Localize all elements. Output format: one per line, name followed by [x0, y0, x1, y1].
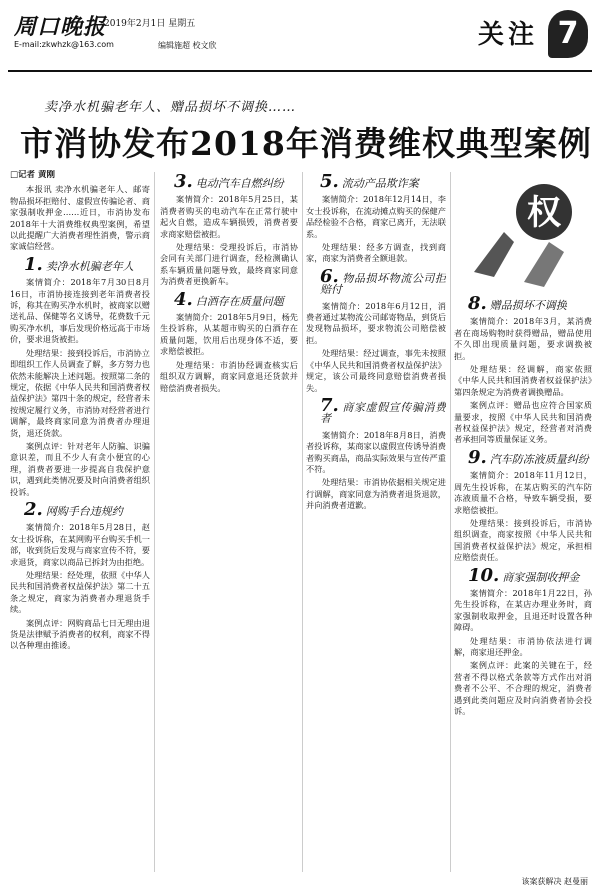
case-paragraph: 案情简介：2018年7月30日8月16日，市消协接连接到老年消费者投诉，称其在购买净水机时，被商家以赠送礼品、保健等名义诱导，花费数千元购买净水机，事后发现价格远高于市场价，要求退货被拒。 — [10, 277, 150, 345]
column-divider — [302, 172, 303, 872]
case-heading — [24, 253, 150, 275]
article-kicker: 卖净水机骗老年人、赠品损坏不调换…… — [44, 100, 297, 115]
case-heading — [24, 498, 150, 520]
case-paragraph: 案情简介：2018年5月9日，杨先生投诉称，从某超市购买的白酒存在质量问题，饮用后出现身体不适，要求赔偿被拒。 — [160, 312, 298, 357]
case-number: 5. — [320, 171, 339, 192]
case-paragraph: 案情简介：2018年5月25日，某消费者购买的电动汽车在正常行驶中起火自燃，造成车辆损毁，消费者要求商家赔偿被拒。 — [160, 194, 298, 239]
case-number: 4. — [174, 288, 193, 310]
case-paragraph: 案例点评：赠品也应符合国家质量要求，按照《中华人民共和国消费者权益保护法》规定，经营者对消费者承担同等质量保证义务。 — [454, 400, 592, 445]
column-divider — [450, 172, 451, 872]
case-title: 白酒存在质量问题 — [195, 294, 284, 308]
case-paragraph: 处理结果：经调解，商家依照《中华人民共和国消费者权益保护法》第四条规定为消费者调换赠品。 — [454, 364, 592, 397]
illustration-hands-icon — [454, 172, 588, 292]
editors-line: 编辑施超 校文欣 — [158, 41, 217, 50]
case-title: 物品损坏物流公司拒赔付 — [320, 271, 446, 297]
case-title: 赠品损坏不调换 — [489, 299, 567, 312]
masthead — [8, 6, 592, 72]
date-line: 2019年2月1日 星期五 — [104, 19, 196, 29]
case-paragraph: 处理结果：接到投诉后，市消协组织调查，商家按照《中华人民共和国消费者权益保护法》规定，承担相应赔偿责任。 — [454, 517, 592, 563]
article-column-1 — [10, 170, 150, 875]
case-heading — [468, 446, 592, 468]
case-paragraph: 处理结果：市消协经调查核实后组织双方调解，商家同意退还货款并赔偿消费者损失。 — [160, 359, 298, 393]
case-heading — [468, 293, 592, 314]
case-title: 网购手台违规约 — [45, 504, 123, 518]
case-paragraph: 案情简介：2018年12月14日，李女士投诉称，在流动摊点购买的保健产品经检验不合格，商家已离开，无法联系。 — [306, 194, 446, 239]
case-paragraph: 案情简介：2018年1月22日，孙先生投诉称，在某店办理业务时，商家强制收取押金，且退还时设置各种障碍。 — [454, 587, 592, 633]
case-number: 6. — [320, 265, 339, 287]
case-number: 1. — [24, 253, 43, 275]
case-paragraph: 案情简介：2018年8月8日，消费者投诉称，某商家以虚假宣传诱导消费者购买商品，商品实际效果与宣传严重不符。 — [306, 429, 446, 474]
case-heading — [468, 564, 592, 586]
case-title: 汽车防冻液质量纠纷 — [489, 452, 589, 466]
case-heading — [174, 288, 298, 310]
section-title: 关注 — [477, 20, 538, 50]
case-number: 7. — [320, 394, 339, 416]
article-headline: 市消协发布2018年消费维权典型案例 — [20, 124, 592, 163]
case-title: 卖净水机骗老年人 — [45, 259, 134, 273]
case-heading — [320, 265, 446, 297]
case-paragraph: 处理结果：受理投诉后，市消协会同有关部门进行调查，经检测确认系车辆质量问题导致，最终商家同意为消费者更换新车。 — [160, 242, 298, 287]
case-title: 商家虚假宣传骗消费者 — [320, 400, 446, 426]
case-title: 商家强制收押金 — [502, 570, 580, 584]
case-paragraph: 案情简介：2018年6月12日，消费者通过某物流公司邮寄物品，到货后发现物品损坏，要求物流公司赔偿被拒。 — [306, 300, 446, 345]
page-number-badge: 7 — [548, 10, 588, 58]
case-title: 流动产品欺诈案 — [341, 177, 419, 190]
case-title: 电动汽车自燃纠纷 — [195, 177, 284, 190]
case-paragraph: 处理结果：市消协依法进行调解，商家退还押金。 — [454, 635, 592, 657]
case-paragraph: 处理结果：经处理，依照《中华人民共和国消费者权益保护法》第二十五条之规定，商家为消费者办理退货手续。 — [10, 570, 150, 615]
case-heading — [320, 171, 446, 192]
case-paragraph: 案情简介：2018年3月，某消费者在商场购物时获得赠品，赠品使用不久即出现质量问题，要求调换被拒。 — [454, 316, 592, 361]
case-number: 8. — [468, 293, 487, 314]
article-column-2 — [160, 170, 298, 875]
article-column-4 — [454, 172, 592, 875]
case-paragraph: 案例点评：针对老年人防骗、识骗意识差，而且不少人有贪小便宜的心理，消费者要进一步提高自我保护意识，遇到此类情况要及时向消费者组织投诉。 — [10, 440, 150, 497]
case-paragraph: 案情简介：2018年11月12日，周先生投诉称，在某店购买的汽车防冻液质量不合格，导致车辆受损，要求赔偿被拒。 — [454, 470, 592, 515]
rights-stamp-text: 权 — [527, 193, 561, 233]
newspaper-logo: 周口晚报 — [14, 14, 107, 40]
case-paragraph: 案情简介：2018年5月28日，赵女士投诉称，在某网购平台购买手机一部，收到货后发现与商家宣传不符，要求退货，商家以商品已拆封为由拒绝。 — [10, 522, 150, 567]
email-address: E-mail:zkwhzk@163.com — [14, 40, 114, 49]
article-byline: □记者 黄刚 — [10, 170, 55, 180]
case-paragraph: 案例点评：网购商品七日无理由退货是法律赋予消费者的权利，商家不得以各种理由推诿。 — [10, 617, 150, 651]
case-paragraph: 处理结果：经过调查，事先未按照《中华人民共和国消费者权益保护法》规定，该公司最终同意赔偿消费者损失。 — [306, 348, 446, 393]
case-number: 9. — [468, 446, 487, 468]
article-intro: 本报讯 卖净水机骗老年人、邮寄物品损坏拒赔付、虚假宣传骗论者、商家强制收押金……近日，市消协发布2018年十大消费维权典型案例，希望以此提醒广大消费者理性消费，警示商家诚信经营。 — [10, 184, 150, 252]
case-heading — [320, 394, 446, 426]
article-column-3 — [306, 170, 446, 875]
case-paragraph: 处理结果：市消协依据相关规定进行调解，商家同意为消费者退货退款，并向消费者道歉。 — [306, 477, 446, 511]
case-heading — [174, 171, 298, 192]
case-number: 2. — [24, 498, 43, 520]
case-number: 3. — [174, 171, 193, 192]
column-divider — [154, 172, 155, 872]
case-paragraph: 处理结果：接到投诉后，市消协立即组织工作人员调查了解，多方努力也依然未能解决上述问题。按照第二条的规定，依据《中华人民共和国消费者权益保护法》第四十条的规定，经营者未按规定履行义务，市消协对经营者进行调解，最终商家同意为消费者办理退货，退还货款。 — [10, 347, 150, 438]
case-number: 10. — [468, 564, 500, 586]
article-closing: 该案获解决 赵曼丽 — [521, 877, 588, 886]
case-paragraph: 处理结果：经多方调查，找到商家，商家为消费者全额退款。 — [306, 242, 446, 264]
case-paragraph: 案例点评：此案的关键在于，经营者不得以格式条款等方式作出对消费者不公平、不合理的规定，消费者遇到此类问题应及时向消费者协会投诉。 — [454, 660, 592, 716]
